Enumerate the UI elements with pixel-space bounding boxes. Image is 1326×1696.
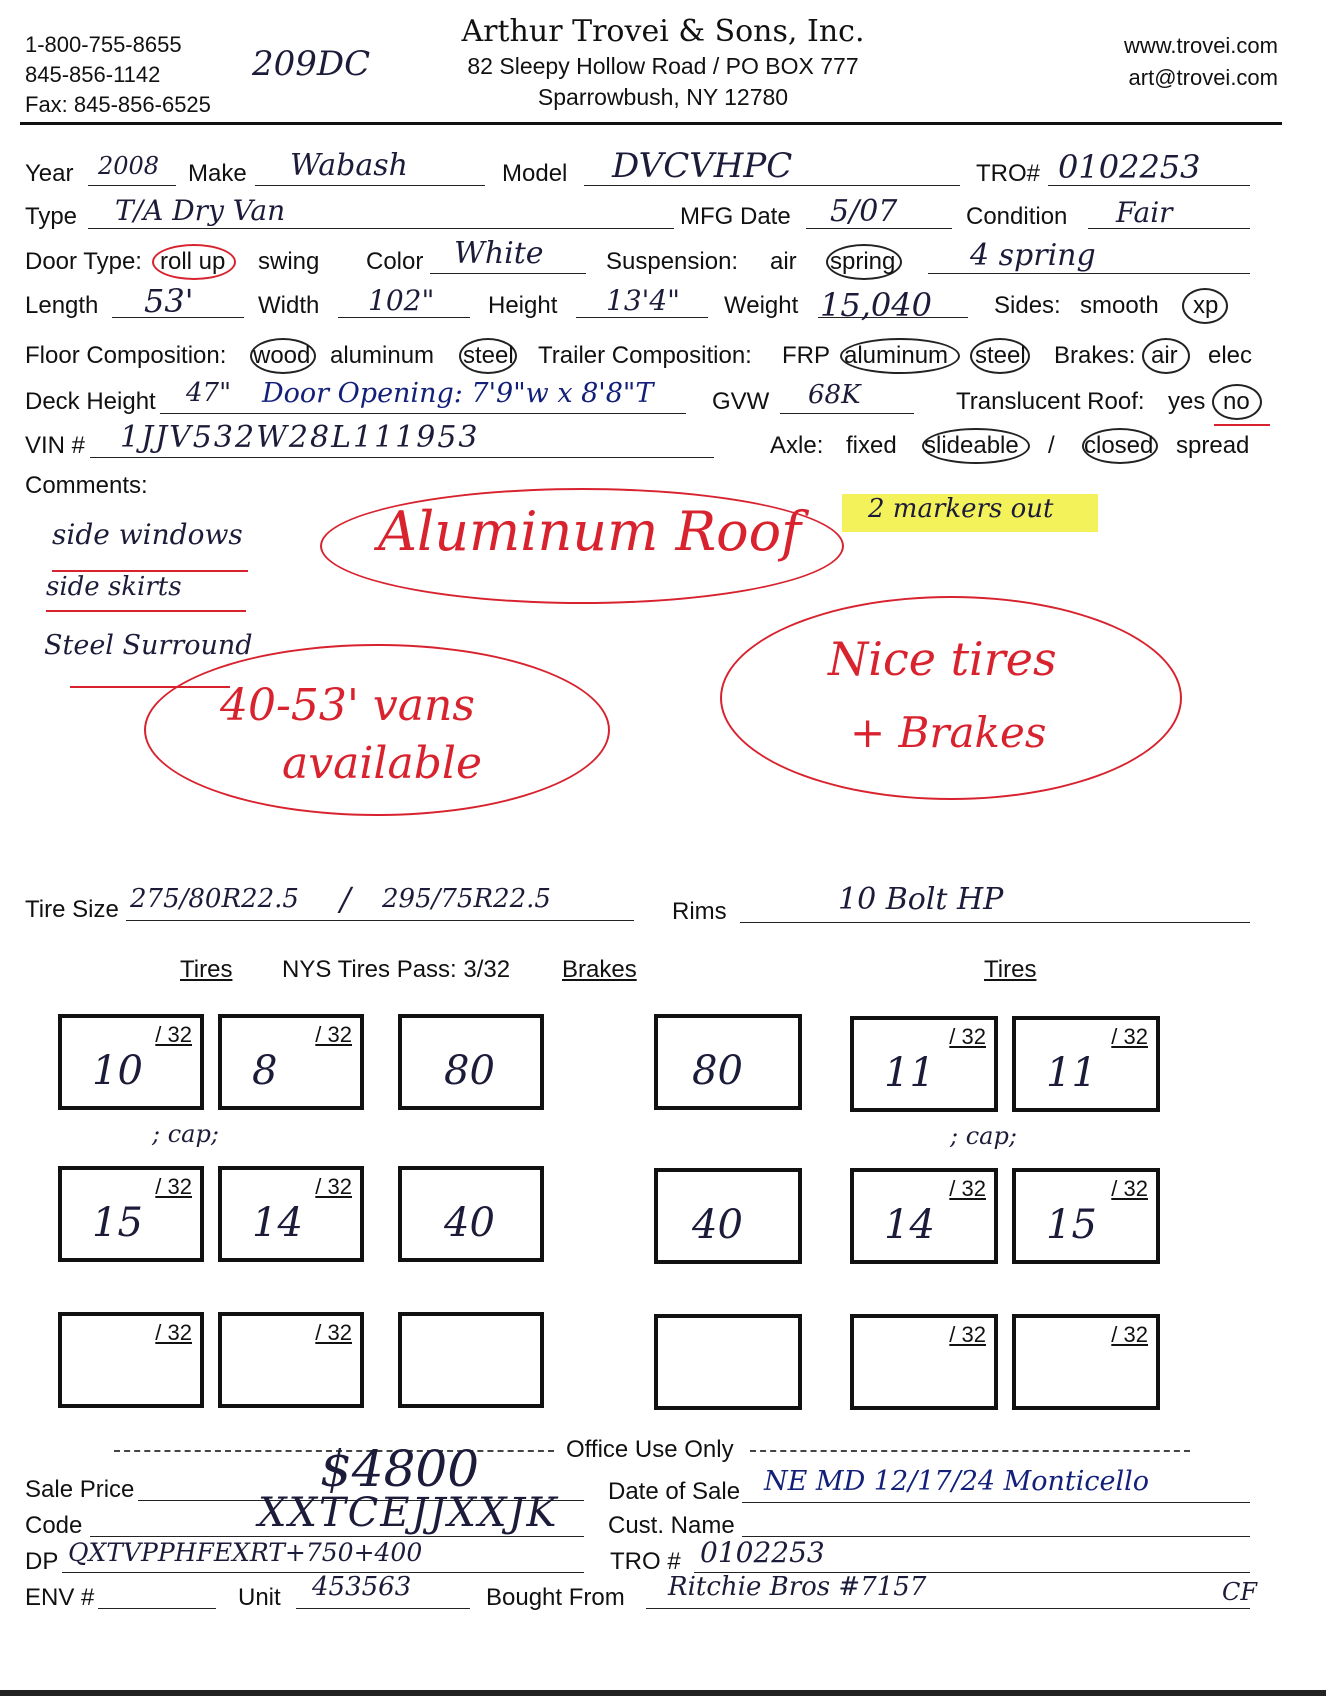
label-tro: TRO# — [976, 160, 1041, 187]
label-env: ENV # — [25, 1584, 95, 1611]
label-comments: Comments: — [25, 472, 148, 499]
value-gvw[interactable]: 68K — [808, 380, 861, 410]
option-axle-spread[interactable]: spread — [1176, 432, 1250, 459]
comment-vans-line-2: available — [282, 738, 482, 789]
tire-box-r3-c1[interactable]: / 32 — [58, 1312, 204, 1408]
tire-box-r1-c5[interactable]: / 32 11 — [850, 1016, 998, 1112]
comment-side-skirts: side skirts — [46, 572, 182, 602]
label-unit: Unit — [238, 1584, 281, 1611]
option-roll-up[interactable]: roll up — [160, 248, 226, 275]
header-tires-left: Tires — [180, 956, 233, 983]
label-color: Color — [366, 248, 424, 275]
label-length: Length — [25, 292, 99, 319]
label-make: Make — [188, 160, 247, 187]
label-mfg-date: MFG Date — [680, 203, 791, 230]
tire-box-r1-c6[interactable]: / 32 11 — [1012, 1016, 1160, 1112]
option-air-suspension[interactable]: air — [770, 248, 797, 275]
value-width[interactable]: 102" — [368, 284, 435, 317]
value-tire-size-1[interactable]: 275/80R22.5 — [130, 884, 299, 914]
value-tro-office[interactable]: 0102253 — [700, 1536, 825, 1569]
option-brakes-elec[interactable]: elec — [1208, 342, 1253, 369]
value-code[interactable]: XXTCEJJXXJK — [258, 1490, 559, 1536]
label-height: Height — [488, 292, 558, 319]
tire-box-r2-c5[interactable]: / 32 14 — [850, 1168, 998, 1264]
red-underline-roof-no — [1214, 424, 1270, 426]
option-axle-closed[interactable]: closed — [1084, 432, 1154, 459]
label-deck-height: Deck Height — [25, 388, 156, 415]
label-vin: VIN # — [25, 432, 86, 459]
option-roof-no[interactable]: no — [1223, 388, 1250, 415]
email: art@trovei.com — [1128, 65, 1278, 90]
phone-2: 845-856-1142 — [25, 62, 161, 87]
comment-brakes: + Brakes — [850, 708, 1047, 757]
label-trailer-composition: Trailer Composition: — [538, 342, 752, 369]
label-width: Width — [258, 292, 320, 319]
label-cust-name: Cust. Name — [608, 1512, 735, 1539]
website: www.trovei.com — [1123, 33, 1278, 58]
label-dp: DP — [25, 1548, 59, 1575]
option-trailer-aluminum[interactable]: aluminum — [844, 342, 949, 369]
label-gvw: GVW — [712, 388, 770, 415]
option-frp[interactable]: FRP — [782, 342, 830, 369]
tire-box-r2-c6[interactable]: / 32 15 — [1012, 1168, 1160, 1264]
scan-edge — [0, 1690, 1326, 1696]
value-year[interactable]: 2008 — [98, 152, 160, 180]
label-floor-composition: Floor Composition: — [25, 342, 227, 369]
company-name: Arthur Trovei & Sons, Inc. — [461, 14, 865, 49]
initials: CF — [1222, 1578, 1258, 1606]
value-sale-price[interactable]: $4800 — [320, 1440, 480, 1498]
value-dp[interactable]: QXTVPPHFEXRT+750+400 — [68, 1538, 423, 1567]
label-translucent-roof: Translucent Roof: — [956, 388, 1145, 415]
label-bought-from: Bought From — [486, 1584, 625, 1611]
label-suspension: Suspension: — [606, 248, 739, 275]
header-divider — [20, 122, 1282, 125]
handwritten-code: 209DC — [252, 44, 371, 84]
value-rims[interactable]: 10 Bolt HP — [838, 882, 1004, 917]
tire-box-r3-c5[interactable]: / 32 — [850, 1314, 998, 1410]
value-deck-height[interactable]: 47" — [186, 378, 232, 408]
red-underline-side-skirts — [46, 610, 246, 612]
web-contacts — [1124, 30, 1278, 94]
comment-vans-line-1: 40-53' vans — [220, 680, 475, 731]
label-model: Model — [502, 160, 568, 187]
value-unit[interactable]: 453563 — [312, 1572, 412, 1602]
value-tire-size-2[interactable]: 295/75R22.5 — [382, 884, 551, 914]
brake-box-r2-right[interactable]: 40 — [654, 1168, 802, 1264]
note-cap-right: ; cap; — [950, 1122, 1017, 1150]
label-tro-office: TRO # — [610, 1548, 681, 1575]
value-condition[interactable]: Fair — [1116, 196, 1173, 229]
comment-side-windows: side windows — [52, 518, 243, 551]
brake-box-r1-left[interactable]: 80 — [398, 1014, 544, 1110]
option-brakes-air[interactable]: air — [1151, 342, 1178, 369]
option-floor-steel[interactable]: steel — [463, 342, 514, 369]
value-door-opening[interactable]: Door Opening: 7'9"w x 8'8"T — [262, 378, 654, 409]
label-year: Year — [25, 160, 74, 187]
axle-slash: / — [1048, 432, 1055, 459]
option-axle-fixed[interactable]: fixed — [846, 432, 897, 459]
value-suspension-extra[interactable]: 4 spring — [970, 238, 1096, 273]
office-use-title: Office Use Only — [566, 1436, 734, 1463]
tire-box-r2-c2[interactable]: / 32 14 — [218, 1166, 364, 1262]
label-tire-size: Tire Size — [25, 896, 119, 923]
tire-size-separator: / — [340, 880, 351, 918]
comment-nice-tires: Nice tires — [828, 632, 1057, 686]
value-vin[interactable]: 1JJV532W28L111953 — [120, 420, 480, 455]
phone-1: 1-800-755-8655 — [25, 32, 182, 57]
label-door-type: Door Type: — [25, 248, 142, 275]
office-divider-right — [750, 1450, 1190, 1452]
label-weight: Weight — [724, 292, 799, 319]
note-cap-left: ; cap; — [152, 1120, 219, 1148]
brake-box-r1-right[interactable]: 80 — [654, 1014, 802, 1110]
option-wood[interactable]: wood — [253, 342, 311, 369]
label-type: Type — [25, 203, 78, 230]
red-circle-nice-tires — [720, 596, 1182, 800]
comment-steel-surround: Steel Surround — [44, 630, 253, 661]
value-weight[interactable]: 15,040 — [820, 286, 932, 324]
tire-box-r3-c6[interactable]: / 32 — [1012, 1314, 1160, 1410]
value-make[interactable]: Wabash — [290, 148, 408, 183]
label-rims: Rims — [672, 898, 727, 925]
label-date-of-sale: Date of Sale — [608, 1478, 741, 1505]
option-spring[interactable]: spring — [830, 248, 896, 275]
label-condition: Condition — [966, 203, 1068, 230]
value-bought-from[interactable]: Ritchie Bros #7157 — [668, 1572, 927, 1602]
value-type[interactable]: T/A Dry Van — [115, 194, 286, 227]
option-floor-aluminum[interactable]: aluminum — [330, 342, 435, 369]
comment-aluminum-roof: Aluminum Roof — [378, 500, 802, 563]
comment-markers-out: 2 markers out — [868, 494, 1054, 524]
option-roof-yes[interactable]: yes — [1168, 388, 1206, 415]
value-mfg-date[interactable]: 5/07 — [830, 194, 898, 229]
value-color[interactable]: White — [454, 236, 544, 271]
value-model[interactable]: DVCVHPC — [612, 146, 793, 186]
label-sides: Sides: — [994, 292, 1061, 319]
header-nys-pass: NYS Tires Pass: 3/32 — [282, 956, 511, 983]
address-line-2: Sparrowbush, NY 12780 — [537, 84, 789, 110]
address-line-1: 82 Sleepy Hollow Road / PO BOX 777 — [467, 53, 859, 79]
value-length[interactable]: 53' — [144, 282, 194, 320]
brake-box-r3-right[interactable] — [654, 1314, 802, 1410]
value-height[interactable]: 13'4" — [606, 284, 681, 317]
fax: Fax: 845-856-6525 — [25, 92, 211, 117]
brake-box-r2-left[interactable]: 40 — [398, 1166, 544, 1262]
label-axle: Axle: — [770, 432, 824, 459]
label-sale-price: Sale Price — [25, 1476, 135, 1503]
tire-box-r2-c1[interactable]: / 32 15 — [58, 1166, 204, 1262]
option-trailer-steel[interactable]: steel — [975, 342, 1026, 369]
tire-box-r1-c2[interactable]: / 32 8 — [218, 1014, 364, 1110]
header-brakes: Brakes — [562, 956, 637, 983]
option-swing[interactable]: swing — [258, 248, 320, 275]
label-brakes: Brakes: — [1054, 342, 1136, 369]
option-axle-slideable[interactable]: slideable — [924, 432, 1019, 459]
value-date-of-sale[interactable]: NE MD 12/17/24 Monticello — [764, 1466, 1150, 1497]
value-tro[interactable]: 0102253 — [1058, 148, 1201, 186]
tire-box-r3-c2[interactable]: / 32 — [218, 1312, 364, 1408]
option-smooth[interactable]: smooth — [1080, 292, 1159, 319]
brake-box-r3-left[interactable] — [398, 1312, 544, 1408]
header-tires-right: Tires — [984, 956, 1037, 983]
label-code: Code — [25, 1512, 83, 1539]
tire-box-r1-c1[interactable]: / 32 10 — [58, 1014, 204, 1110]
option-xp[interactable]: xp — [1193, 292, 1219, 319]
